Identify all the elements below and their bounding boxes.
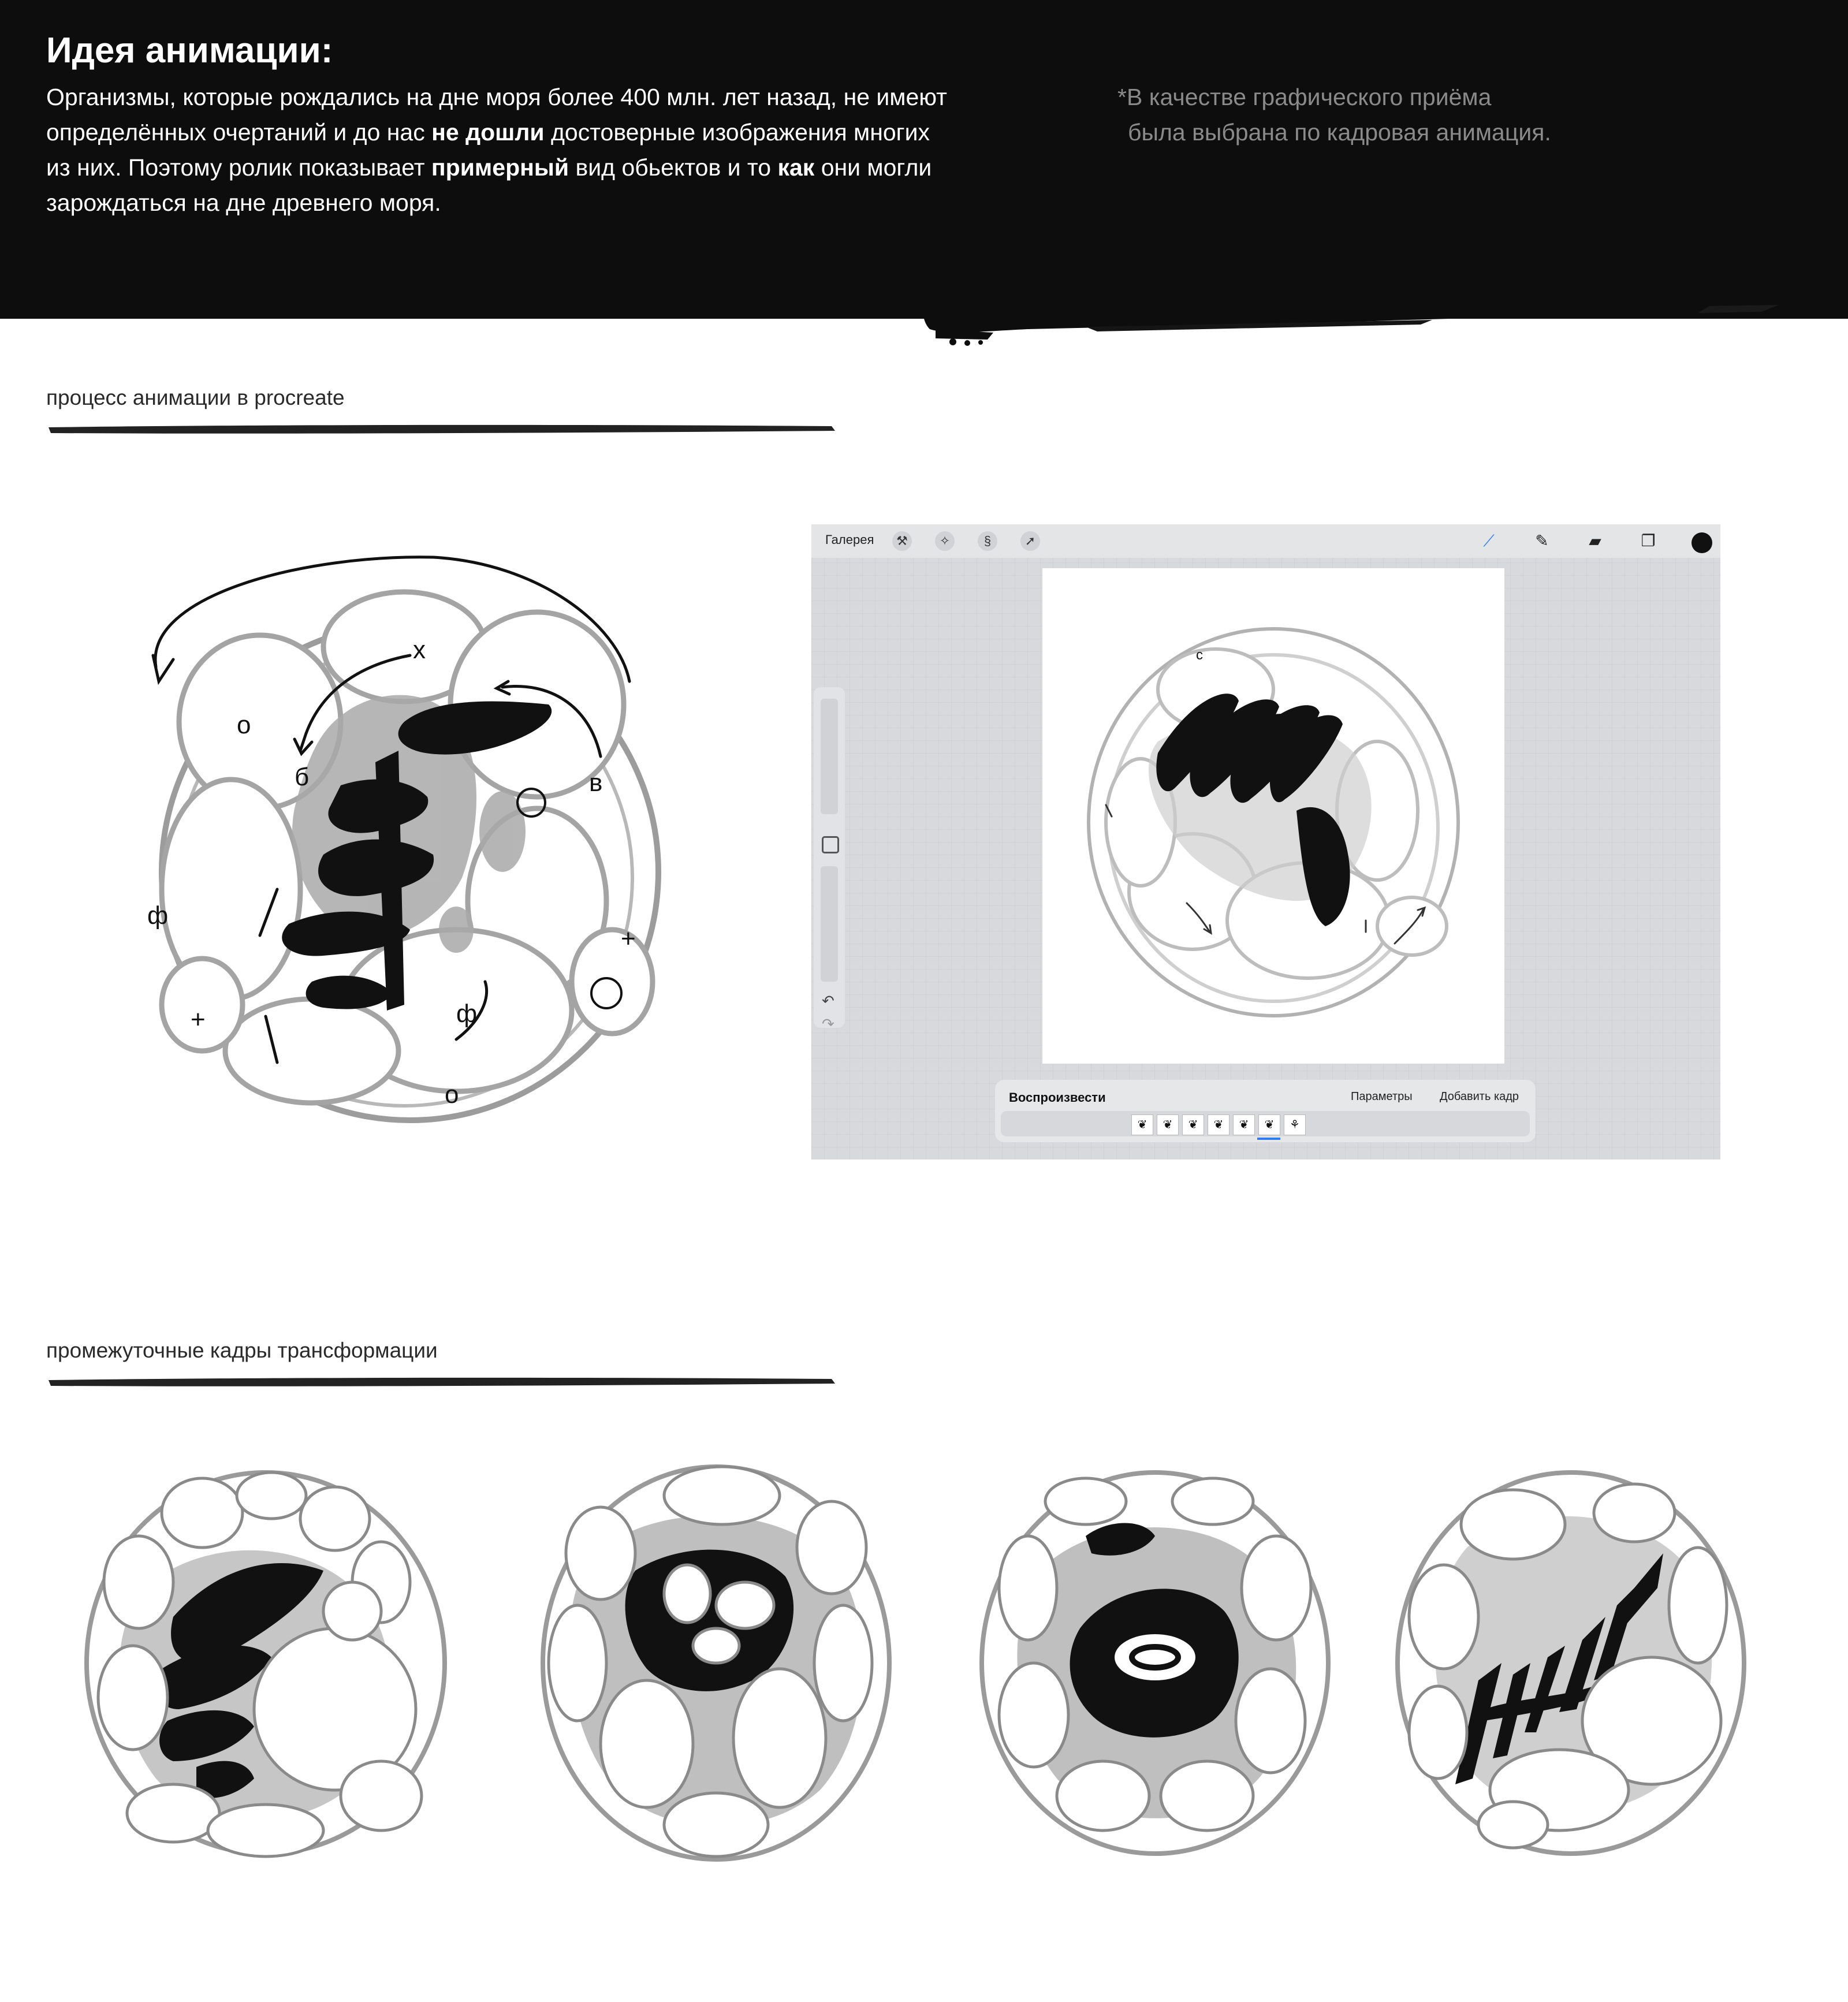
sketch-mark-4: в [589,769,603,797]
undo-icon[interactable]: ↶ [822,992,834,1009]
sketch-mark-8: о [445,1080,459,1109]
intro-paragraph [46,80,947,221]
gallery-button[interactable]: Галерея [825,532,874,547]
intro-bold-1: не дошли [431,119,545,146]
modify-button[interactable] [822,836,839,853]
intro-text-1: Организмы, которые рождались на дне моря более 400 млн. лет назад, не имеют определённых очертаний и до нас [46,84,947,146]
timeline-frame[interactable]: ❦ [1182,1114,1204,1135]
transformation-frame-2 [531,1455,901,1871]
drawing-canvas[interactable] [1042,568,1504,1064]
note-line-1: *В качестве графического приёма [1117,84,1492,110]
sketch-mark-3: х [413,636,426,664]
section-title-frames: промежуточные кадры трансформации [46,1339,438,1362]
transformation-frame-4 [1386,1455,1756,1871]
magic-wand-icon[interactable]: ✧ [935,531,955,551]
intro-text-4: они могли зарождаться на дне древнего моря. [46,154,932,216]
brush-stroke [912,271,1813,352]
timeline-frame[interactable]: ❦ [1233,1114,1255,1135]
procreate-screenshot [811,524,1720,1160]
opacity-slider[interactable] [821,866,838,982]
color-swatch-icon[interactable] [1691,532,1712,553]
section-underline [46,422,837,437]
timeline-frame[interactable]: ⚘ [1284,1114,1306,1135]
intro-text-2: достоверные изображения многих из них. Поэтому ролик показывает [46,119,930,181]
procreate-toolbar [811,524,1720,558]
sketch-mark-7: ф [456,1000,478,1028]
play-button[interactable]: Воспроизвести [1009,1090,1106,1105]
sketch-mark-1: о [237,711,251,739]
intro-bold-2: примерный [431,154,569,181]
section-underline [46,1374,837,1389]
section-title-procreate: процесс анимации в procreate [46,386,345,409]
brush-icon[interactable]: ⟋ [1483,532,1495,550]
canvas-mark-1: с [1196,647,1203,663]
note-line-2: была выбрана по кадровая анимация. [1128,119,1551,146]
timeline-frame[interactable]: ❦ [1131,1114,1153,1135]
selected-frame-indicator [1257,1138,1280,1140]
eraser-icon[interactable]: ▰ [1589,532,1601,550]
move-arrow-icon[interactable]: ➚ [1020,531,1040,551]
timeline-frame[interactable]: ❦ [1157,1114,1179,1135]
sketch-mark-6: + [191,1005,206,1034]
animation-assist-panel [995,1080,1536,1142]
page-title: Идея анимации: [46,31,333,70]
wrench-icon[interactable]: ⚒ [892,531,912,551]
side-panel [814,687,845,1032]
timeline-frame[interactable]: ❦ [1258,1114,1280,1135]
sketch-mark-5: ф [147,901,169,930]
transformation-frame-3 [970,1455,1340,1871]
layers-icon[interactable]: ❐ [1641,532,1656,550]
timeline-frame[interactable]: ❦ [1208,1114,1229,1135]
sketch-mark-2: б [295,763,310,791]
add-frame-button[interactable]: Добавить кадр [1440,1090,1519,1103]
intro-bold-3: как [777,154,815,181]
brush-size-slider[interactable] [821,699,838,814]
transformation-frame-1 [81,1455,450,1871]
canvas-artwork [1042,568,1504,1064]
sketch-drawing [133,531,699,1143]
settings-button[interactable]: Параметры [1351,1090,1413,1103]
sketch-mark-9: + [621,924,636,953]
intro-text-3: вид обьектов и то [569,154,778,181]
frame-timeline [1001,1111,1530,1136]
redo-icon[interactable]: ↷ [822,1015,834,1032]
selection-icon[interactable]: § [978,531,997,551]
smudge-icon[interactable]: ✎ [1535,532,1549,550]
technique-note [1117,80,1695,150]
